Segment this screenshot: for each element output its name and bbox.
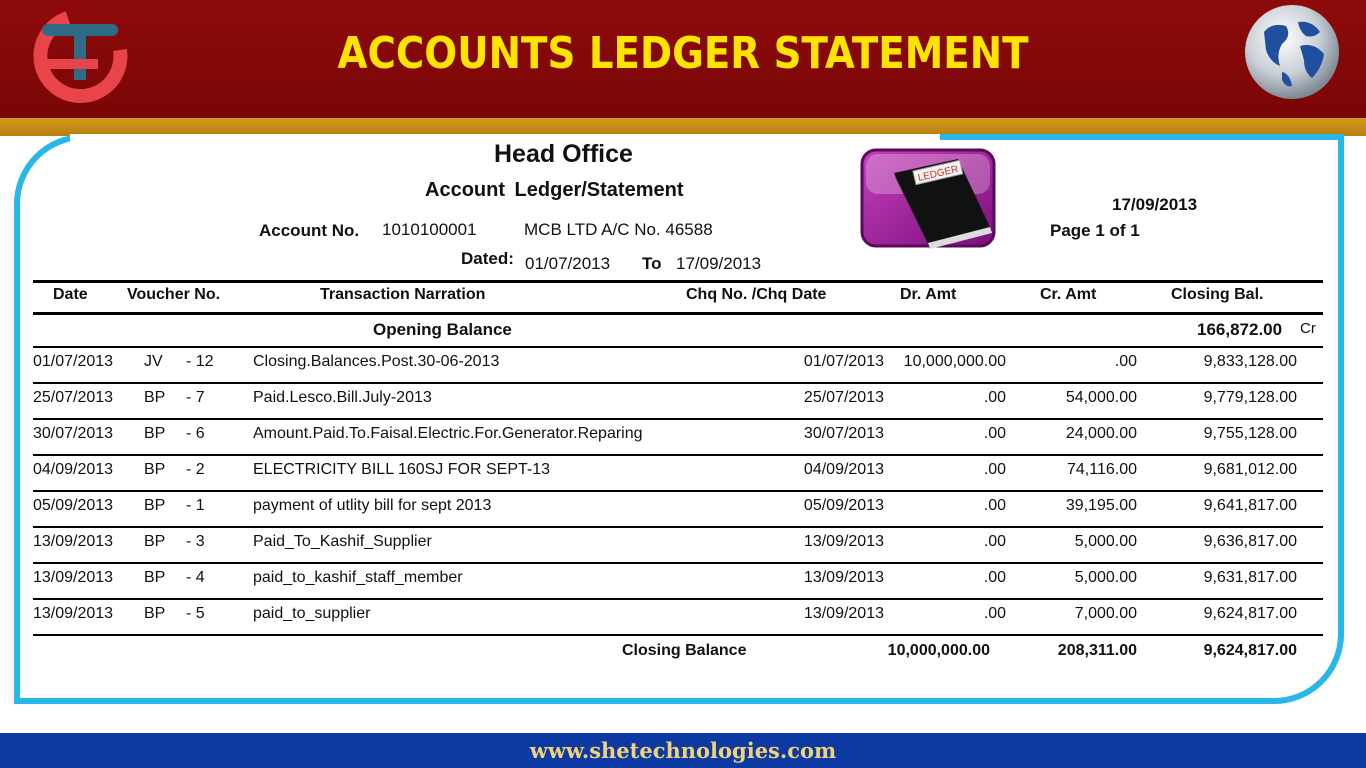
cell-vno: - 6 — [186, 425, 205, 442]
cell-chq: 01/07/2013 — [803, 353, 884, 370]
page-number: Page 1 of 1 — [1050, 221, 1140, 240]
closing-balance-label: Closing Balance — [622, 642, 747, 659]
cell-vno: - 12 — [186, 353, 214, 370]
cell-chq: 13/09/2013 — [803, 569, 884, 586]
opening-balance-label: Opening Balance — [373, 320, 512, 339]
closing-dr-total: 10,000,000.00 — [887, 642, 990, 659]
cell-bal: 9,631,817.00 — [1203, 569, 1297, 586]
row-rule — [33, 562, 1323, 564]
cell-date: 01/07/2013 — [33, 353, 114, 370]
cell-narration: ELECTRICITY BILL 160SJ FOR SEPT-13 — [253, 461, 550, 478]
cell-bal: 9,681,012.00 — [1203, 461, 1297, 478]
cell-bal: 9,833,128.00 — [1203, 353, 1297, 370]
cell-bal: 9,755,128.00 — [1203, 425, 1297, 442]
row-rule — [33, 346, 1323, 348]
cell-cr: 54,000.00 — [1065, 389, 1137, 406]
cell-bal: 9,624,817.00 — [1203, 605, 1297, 622]
cell-cr: 5,000.00 — [1074, 569, 1137, 586]
cell-dr: .00 — [983, 497, 1006, 514]
cell-narration: Amount.Paid.To.Faisal.Electric.For.Generator.Reparing — [253, 425, 643, 442]
cell-chq: 13/09/2013 — [803, 533, 884, 550]
cell-chq: 30/07/2013 — [803, 425, 884, 442]
table-top-rule — [33, 280, 1323, 283]
to-label: To — [642, 254, 662, 273]
row-rule — [33, 490, 1323, 492]
company-name: Head Office — [494, 140, 633, 168]
print-date: 17/09/2013 — [1112, 195, 1198, 214]
row-rule — [33, 382, 1323, 384]
cell-date: 30/07/2013 — [33, 425, 114, 442]
cell-vtype: BP — [144, 605, 166, 622]
cell-cr: .00 — [1114, 353, 1137, 370]
cell-bal: 9,641,817.00 — [1203, 497, 1297, 514]
col-header-cr: Cr. Amt — [1040, 286, 1097, 303]
cell-vtype: BP — [144, 569, 166, 586]
account-name: MCB LTD A/C No. 46588 — [524, 220, 713, 239]
cell-vno: - 3 — [186, 533, 205, 550]
cell-vtype: JV — [144, 353, 163, 370]
cell-cr: 7,000.00 — [1074, 605, 1137, 622]
cell-bal: 9,779,128.00 — [1203, 389, 1297, 406]
cell-narration: paid_to_kashif_staff_member — [253, 569, 463, 586]
cell-dr: .00 — [983, 605, 1006, 622]
cell-vno: - 5 — [186, 605, 205, 622]
date-from: 01/07/2013 — [525, 254, 611, 273]
cell-date: 13/09/2013 — [33, 569, 114, 586]
cell-cr: 24,000.00 — [1065, 425, 1137, 442]
cell-vtype: BP — [144, 497, 166, 514]
cell-narration: Closing.Balances.Post.30-06-2013 — [253, 353, 500, 370]
cell-dr: .00 — [983, 569, 1006, 586]
cell-chq: 04/09/2013 — [803, 461, 884, 478]
cell-dr: .00 — [983, 425, 1006, 442]
opening-balance-suffix: Cr — [1300, 320, 1316, 337]
row-rule — [33, 526, 1323, 528]
cell-cr: 39,195.00 — [1065, 497, 1137, 514]
col-header-narration: Transaction Narration — [320, 286, 486, 303]
table-header-rule — [33, 312, 1323, 315]
cell-chq: 05/09/2013 — [803, 497, 884, 514]
col-header-dr: Dr. Amt — [900, 286, 957, 303]
row-rule — [33, 634, 1323, 636]
cell-dr: .00 — [983, 533, 1006, 550]
cell-date: 13/09/2013 — [33, 605, 114, 622]
col-header-closing: Closing Bal. — [1171, 286, 1264, 303]
cell-dr: 10,000,000.00 — [903, 353, 1006, 370]
cell-narration: paid_to_supplier — [253, 605, 371, 622]
closing-balance-total: 9,624,817.00 — [1203, 642, 1297, 659]
cell-vtype: BP — [144, 425, 166, 442]
ledger-book-icon — [858, 147, 998, 251]
opening-balance-amount: 166,872.00 — [1197, 320, 1283, 339]
row-rule — [33, 454, 1323, 456]
col-header-date: Date — [53, 286, 88, 303]
closing-cr-total: 208,311.00 — [1057, 642, 1137, 659]
cell-bal: 9,636,817.00 — [1203, 533, 1297, 550]
row-rule — [33, 418, 1323, 420]
account-label: Account No. — [259, 221, 360, 240]
cell-narration: payment of utlity bill for sept 2013 — [253, 497, 492, 514]
row-rule — [33, 598, 1323, 600]
cell-vno: - 7 — [186, 389, 205, 406]
dated-label: Dated: — [461, 249, 514, 268]
account-number: 1010100001 — [382, 220, 477, 239]
report-subtitle: Account Ledger/Statement — [425, 179, 684, 201]
col-header-voucher: Voucher No. — [127, 286, 221, 303]
globe-icon — [1242, 2, 1342, 102]
date-to: 17/09/2013 — [676, 254, 762, 273]
cell-date: 25/07/2013 — [33, 389, 114, 406]
cell-vtype: BP — [144, 461, 166, 478]
cell-vno: - 2 — [186, 461, 205, 478]
cell-narration: Paid.Lesco.Bill.July-2013 — [253, 389, 432, 406]
cell-chq: 25/07/2013 — [803, 389, 884, 406]
cell-chq: 13/09/2013 — [803, 605, 884, 622]
cell-date: 05/09/2013 — [33, 497, 114, 514]
cell-dr: .00 — [983, 389, 1006, 406]
cell-cr: 5,000.00 — [1074, 533, 1137, 550]
cell-narration: Paid_To_Kashif_Supplier — [253, 533, 432, 550]
cell-vtype: BP — [144, 533, 166, 550]
ledger-icon-label: LEDGER — [916, 163, 960, 184]
cell-cr: 74,116.00 — [1067, 461, 1137, 478]
cell-vno: - 4 — [186, 569, 205, 586]
cell-date: 13/09/2013 — [33, 533, 114, 550]
col-header-chq: Chq No. /Chq Date — [686, 286, 827, 303]
cell-dr: .00 — [983, 461, 1006, 478]
cell-vno: - 1 — [186, 497, 205, 514]
cell-vtype: BP — [144, 389, 166, 406]
footer-website: www.shetechnologies.com — [529, 738, 837, 763]
cell-date: 04/09/2013 — [33, 461, 114, 478]
page-title: ACCOUNTS LEDGER STATEMENT — [337, 28, 1029, 79]
